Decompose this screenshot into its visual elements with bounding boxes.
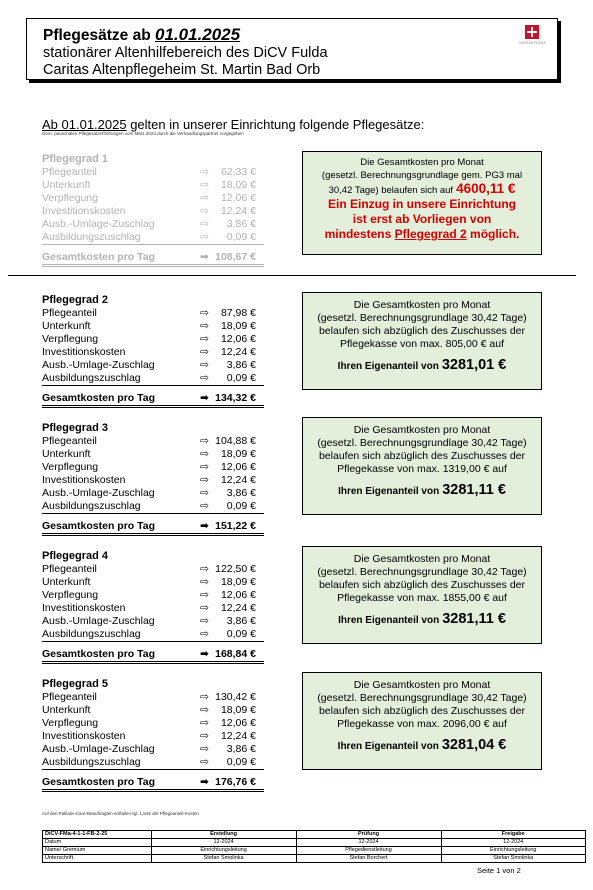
- info-line: Die Gesamtkosten pro Monat: [353, 679, 491, 691]
- cost-value: 0,09 €: [226, 756, 256, 768]
- cost-row: [42, 435, 264, 448]
- cost-value: 18,09 €: [220, 320, 256, 332]
- section-divider: [8, 275, 576, 276]
- cost-value: 12,24 €: [220, 205, 256, 217]
- cost-row: [42, 166, 264, 179]
- arrow-icon: ⇨: [200, 717, 209, 729]
- arrow-icon: ⇨: [200, 589, 209, 601]
- cost-value: 130,42 €: [215, 691, 256, 703]
- info-line: Die Gesamtkosten pro Monat: [360, 157, 484, 168]
- arrow-icon: ⇨: [200, 205, 209, 217]
- grade-title: Pflegegrad 4: [42, 550, 109, 562]
- arrow-icon: ⇨: [200, 333, 209, 345]
- control-cell: 12-2024: [296, 839, 441, 847]
- cost-row: [42, 346, 264, 359]
- control-cell: Name/ Gremium: [43, 847, 152, 855]
- cost-row: [42, 589, 264, 602]
- warning-text: mindestens: [324, 227, 395, 241]
- care-grade-block: [42, 422, 264, 536]
- arrow-icon: ⇨: [200, 487, 209, 499]
- cost-value: 0,09 €: [226, 500, 256, 512]
- arrow-icon: ⇨: [200, 359, 209, 371]
- cost-label: Ausb.-Umlage-Zuschlag: [42, 487, 155, 499]
- own-share: [303, 613, 541, 627]
- cost-row: [42, 192, 264, 205]
- care-grade-block: [42, 678, 264, 792]
- cost-row: [42, 704, 264, 717]
- cost-label: Investitionskosten: [42, 346, 126, 358]
- total-value: 134,32 €: [215, 392, 256, 404]
- cost-row: [42, 730, 264, 743]
- palliative-footnote: Auf den Palliativ-Care-Beauftragten entfallen tgl. 1,84€ der Pflegeanteil-Kosten: [42, 811, 199, 816]
- info-line: belaufen sich abzüglich des Zuschusses der: [318, 325, 526, 337]
- cost-label: Investitionskosten: [42, 602, 126, 614]
- header-subtitle: stationärer Altenhilfebereich des DiCV Fulda: [43, 45, 328, 61]
- total-row: [42, 391, 264, 408]
- control-row: [43, 847, 586, 855]
- info-line: belaufen sich abzüglich des Zuschusses der: [318, 450, 526, 462]
- arrow-icon: ⇨: [200, 307, 209, 319]
- info-line: belaufen sich abzüglich des Zuschusses der: [318, 579, 526, 591]
- cost-row: [42, 333, 264, 346]
- info-line: (gesetzl. Berechnungsgrundlage 30,42 Tage): [317, 692, 527, 704]
- cost-value: 12,06 €: [220, 192, 256, 204]
- own-share: [303, 739, 541, 753]
- document-control-table: [42, 830, 586, 863]
- control-cell: Einrichtungsleitung: [151, 847, 296, 855]
- cost-label: Unterkunft: [42, 179, 91, 191]
- control-cell: DiCV-FMa-4-1-1-FB-2-25: [43, 831, 152, 839]
- cost-label: Unterkunft: [42, 448, 91, 460]
- cost-label: Ausb.-Umlage-Zuschlag: [42, 359, 155, 371]
- header-date: 01.01.2025: [155, 25, 241, 44]
- cost-label: Ausb.-Umlage-Zuschlag: [42, 615, 155, 627]
- cost-label: Ausb.-Umlage-Zuschlag: [42, 743, 155, 755]
- cost-row: [42, 691, 264, 704]
- info-line: Die Gesamtkosten pro Monat: [353, 299, 491, 311]
- grade-title: Pflegegrad 1: [42, 153, 109, 165]
- cost-value: 18,09 €: [220, 576, 256, 588]
- total-label: Gesamtkosten pro Tag: [42, 392, 155, 404]
- cost-value: 12,06 €: [220, 333, 256, 345]
- cost-value: 18,09 €: [220, 704, 256, 716]
- arrow-icon: ⇨: [200, 179, 209, 191]
- bold-arrow-icon: ➡: [200, 648, 209, 660]
- cost-value: 12,06 €: [220, 717, 256, 729]
- cost-row: [42, 179, 264, 192]
- cost-row: [42, 487, 264, 500]
- arrow-icon: ⇨: [200, 320, 209, 332]
- total-value: 168,84 €: [215, 648, 256, 660]
- cost-label: Investitionskosten: [42, 205, 126, 217]
- header-facility: Caritas Altenpflegeheim St. Martin Bad Orb: [43, 62, 321, 78]
- total-value: 151,22 €: [215, 520, 256, 532]
- cost-value: 104,88 €: [215, 435, 256, 447]
- monthly-cost-box: [302, 546, 542, 644]
- arrow-icon: ⇨: [200, 615, 209, 627]
- total-value: 176,76 €: [215, 776, 256, 788]
- monthly-cost-box: [302, 151, 542, 255]
- cost-label: Verpflegung: [42, 192, 99, 204]
- own-share-label: Ihren Eigenanteil von: [337, 741, 439, 752]
- info-line: [303, 182, 541, 197]
- info-text: 30,42 Tage) belaufen sich auf: [328, 185, 454, 196]
- info-line: Die Gesamtkosten pro Monat: [353, 553, 491, 565]
- cost-row: [42, 743, 264, 756]
- cost-row: [42, 628, 264, 642]
- cost-label: Unterkunft: [42, 704, 91, 716]
- control-row: [43, 855, 586, 863]
- info-line: Pflegekasse von max. 2096,00 € auf: [337, 718, 507, 730]
- control-cell: Prüfung: [296, 831, 441, 839]
- caritas-logo: CARITAS FULDA: [517, 25, 547, 55]
- cost-row: [42, 474, 264, 487]
- own-share-amount: 3281,04 €: [441, 737, 507, 753]
- cost-row: [42, 372, 264, 386]
- control-cell: Datum: [43, 839, 152, 847]
- arrow-icon: ⇨: [200, 231, 209, 243]
- cost-value: 62,33 €: [220, 166, 256, 178]
- arrow-icon: ⇨: [200, 461, 209, 473]
- cost-row: [42, 576, 264, 589]
- cost-value: 3,86 €: [226, 615, 256, 627]
- cost-value: 12,24 €: [220, 346, 256, 358]
- cost-value: 3,86 €: [226, 487, 256, 499]
- cost-value: 0,09 €: [226, 372, 256, 384]
- total-label: Gesamtkosten pro Tag: [42, 520, 155, 532]
- cost-value: 0,09 €: [226, 231, 256, 243]
- own-share: [303, 484, 541, 498]
- control-cell: Stefan Smolinka: [441, 855, 585, 863]
- own-share-label: Ihren Eigenanteil von: [337, 361, 439, 372]
- cost-value: 12,24 €: [220, 602, 256, 614]
- total-label: Gesamtkosten pro Tag: [42, 776, 155, 788]
- bold-arrow-icon: ➡: [200, 776, 209, 788]
- cost-label: Verpflegung: [42, 589, 99, 601]
- cost-row: [42, 717, 264, 730]
- warning-grade: Pflegegrad 2: [394, 227, 467, 241]
- cost-label: Pflegeanteil: [42, 691, 97, 703]
- arrow-icon: ⇨: [200, 448, 209, 460]
- cost-row: [42, 563, 264, 576]
- cost-row: [42, 500, 264, 514]
- admission-warning: Ein Einzug in unsere Einrichtung: [327, 197, 516, 211]
- own-share: [303, 359, 541, 373]
- control-cell: Stefan Smolinka: [151, 855, 296, 863]
- info-line: Pflegekasse von max. 1855,00 € auf: [337, 592, 507, 604]
- monthly-cost-box: [302, 417, 542, 515]
- cost-value: 18,09 €: [220, 448, 256, 460]
- arrow-icon: ⇨: [200, 743, 209, 755]
- cost-row: [42, 359, 264, 372]
- cost-value: 18,09 €: [220, 179, 256, 191]
- own-share-amount: 3281,01 €: [441, 357, 507, 373]
- monthly-total: 4600,11 €: [456, 181, 516, 196]
- bold-arrow-icon: ➡: [200, 392, 209, 404]
- arrow-icon: ⇨: [200, 730, 209, 742]
- cost-value: 87,98 €: [220, 307, 256, 319]
- info-line: Pflegekasse von max. 1319,00 € auf: [337, 463, 507, 475]
- arrow-icon: ⇨: [200, 563, 209, 575]
- cost-value: 122,50 €: [215, 563, 256, 575]
- cost-row: [42, 461, 264, 474]
- cost-label: Pflegeanteil: [42, 435, 97, 447]
- cost-value: 3,86 €: [226, 218, 256, 230]
- cost-value: 0,09 €: [226, 628, 256, 640]
- control-row: [43, 831, 586, 839]
- arrow-icon: ⇨: [200, 166, 209, 178]
- intro-text: Ab 01.01.2025 gelten in unserer Einrichtung folgende Pflegesätze:: [42, 117, 425, 132]
- own-share-label: Ihren Eigenanteil von: [338, 615, 440, 626]
- cost-row: [42, 307, 264, 320]
- arrow-icon: ⇨: [200, 602, 209, 614]
- control-cell: Stefan Borchert: [296, 855, 441, 863]
- cost-row: [42, 602, 264, 615]
- cost-value: 12,06 €: [220, 589, 256, 601]
- cost-label: Unterkunft: [42, 576, 91, 588]
- cost-row: [42, 320, 264, 333]
- bold-arrow-icon: ➡: [200, 251, 209, 263]
- cost-label: Verpflegung: [42, 333, 99, 345]
- cost-label: Investitionskosten: [42, 730, 126, 742]
- cost-row: [42, 218, 264, 231]
- cost-row: [42, 615, 264, 628]
- cost-value: 3,86 €: [226, 743, 256, 755]
- control-cell: Pflegedienstleitung: [296, 847, 441, 855]
- own-share-amount: 3281,11 €: [442, 482, 506, 498]
- cost-label: Ausb.-Umlage-Zuschlag: [42, 218, 155, 230]
- warning-text: möglich.: [466, 227, 520, 241]
- grade-title: Pflegegrad 5: [42, 678, 109, 690]
- monthly-cost-box: [302, 672, 542, 770]
- total-label: Gesamtkosten pro Tag: [42, 251, 155, 263]
- info-line: (gesetzl. Berechnungsgrundlage 30,42 Tage): [317, 312, 527, 324]
- cost-label: Ausbildungszuschlag: [42, 372, 141, 384]
- cost-label: Investitionskosten: [42, 474, 126, 486]
- page-number: Seite 1 von 2: [477, 866, 521, 875]
- total-value: 108,67 €: [215, 251, 256, 263]
- arrow-icon: ⇨: [200, 704, 209, 716]
- grade-title: Pflegegrad 2: [42, 294, 109, 306]
- arrow-icon: ⇨: [200, 500, 209, 512]
- cost-label: Unterkunft: [42, 320, 91, 332]
- info-line: (gesetzl. Berechnungsgrundlage 30,42 Tage): [317, 437, 527, 449]
- arrow-icon: ⇨: [200, 218, 209, 230]
- document-header: [26, 18, 558, 80]
- cost-label: Pflegeanteil: [42, 563, 97, 575]
- info-line: belaufen sich abzüglich des Zuschusses der: [318, 705, 526, 717]
- info-line: (gesetzl. Berechnungsgrundlage gem. PG3 mal: [321, 170, 523, 181]
- caritas-cross-icon: [525, 25, 539, 39]
- cost-label: Verpflegung: [42, 461, 99, 473]
- control-cell: Freigabe: [441, 831, 585, 839]
- cost-row: [42, 756, 264, 770]
- cost-label: Ausbildungszuschlag: [42, 756, 141, 768]
- care-grade-block: [42, 550, 264, 664]
- total-label: Gesamtkosten pro Tag: [42, 648, 155, 660]
- cost-label: Verpflegung: [42, 717, 99, 729]
- admission-warning: ist erst ab Vorliegen von: [352, 212, 492, 226]
- arrow-icon: ⇨: [200, 691, 209, 703]
- cost-label: Pflegeanteil: [42, 307, 97, 319]
- total-row: [42, 647, 264, 664]
- info-line: Pflegekasse von max. 805,00 € auf: [339, 338, 505, 350]
- cost-label: Ausbildungszuschlag: [42, 500, 141, 512]
- own-share-amount: 3281,11 €: [442, 611, 506, 627]
- cost-value: 12,24 €: [220, 474, 256, 486]
- cost-label: Pflegeanteil: [42, 166, 97, 178]
- arrow-icon: ⇨: [200, 474, 209, 486]
- intro-subnote: Gem. pauschalen Pflegesatzerhöhungen vom März 2024 durch die Verhandlungspartner vorgegeben: [42, 131, 244, 136]
- care-grade-block: [42, 294, 264, 408]
- control-cell: Einrichtungsleitung: [441, 847, 585, 855]
- control-cell: Unterschrift: [43, 855, 152, 863]
- arrow-icon: ⇨: [200, 435, 209, 447]
- cost-row: [42, 205, 264, 218]
- cost-value: 12,06 €: [220, 461, 256, 473]
- cost-label: Ausbildungszuschlag: [42, 231, 141, 243]
- admission-warning: [303, 227, 541, 242]
- cost-value: 12,24 €: [220, 730, 256, 742]
- control-cell: 12-2024: [441, 839, 585, 847]
- own-share-label: Ihren Eigenanteil von: [338, 486, 440, 497]
- total-row: [42, 775, 264, 792]
- bold-arrow-icon: ➡: [200, 520, 209, 532]
- arrow-icon: ⇨: [200, 628, 209, 640]
- info-line: Die Gesamtkosten pro Monat: [353, 424, 491, 436]
- total-row: [42, 519, 264, 536]
- cost-label: Ausbildungszuschlag: [42, 628, 141, 640]
- arrow-icon: ⇨: [200, 346, 209, 358]
- cost-row: [42, 231, 264, 245]
- control-cell: Erstellung: [151, 831, 296, 839]
- arrow-icon: ⇨: [200, 192, 209, 204]
- care-grade-block: [42, 153, 264, 267]
- grade-title: Pflegegrad 3: [42, 422, 109, 434]
- arrow-icon: ⇨: [200, 372, 209, 384]
- cost-value: 3,86 €: [226, 359, 256, 371]
- arrow-icon: ⇨: [200, 576, 209, 588]
- total-row: [42, 250, 264, 267]
- monthly-cost-box: [302, 292, 542, 390]
- control-row: [43, 839, 586, 847]
- info-line: (gesetzl. Berechnungsgrundlage 30,42 Tage): [317, 566, 527, 578]
- arrow-icon: ⇨: [200, 756, 209, 768]
- cost-row: [42, 448, 264, 461]
- control-cell: 12-2024: [151, 839, 296, 847]
- header-title: Pflegesätze ab 01.01.2025: [43, 25, 241, 44]
